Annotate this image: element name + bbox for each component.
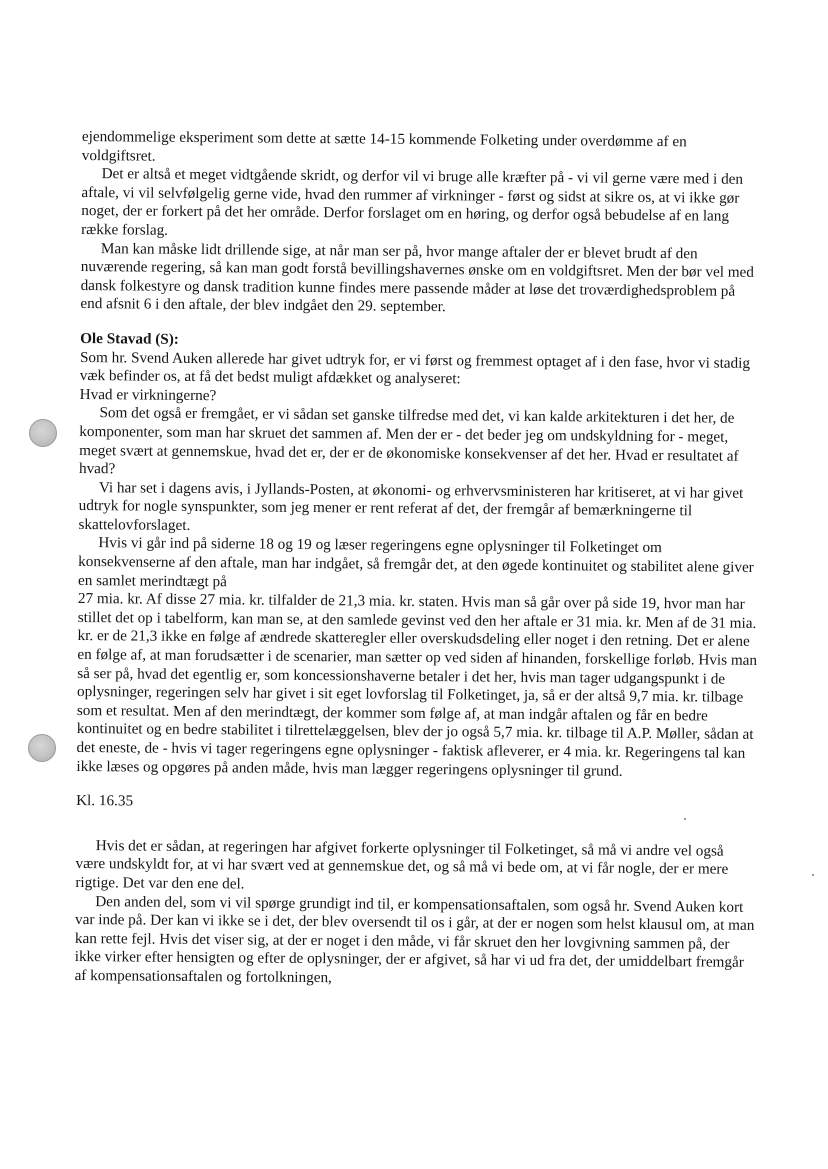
paragraph: Det er altså et meget vidtgående skridt, og derfor vil vi bruge alle kræfter på - vi vil gerne være med i den aftale, vi vil selvfølgelig gerne vide, hvad den rummer af virkninger - først og sidst at sikre os, at vi ikke gør noget, der er forkert på det her område. Derfor forslaget om en høring, og derfor også bebudelse af en lang række forslag. <box>81 165 744 239</box>
punch-hole-top <box>29 419 57 447</box>
scan-speck <box>812 874 814 876</box>
paragraph: Hvis vi går ind på siderne 18 og 19 og læser regeringens egne oplysninger til Folketinget om konsekvenserne af den aftale, man har indgået, så fremgår det, at den øgede kontinuitet og stabilitet alene giver en samlet merindtægt på <box>77 534 754 590</box>
paragraph: Hvis det er sådan, at regeringen har afgivet forkerte oplysninger til Folketinget, så må vi andre vel også være undskyldt for, at vi har svært ved at gennemskue det, og så må vi bede om, at vi får nogle, der er mere rigtige. Det var den ene del. <box>75 836 729 893</box>
paragraph: Man kan måske lidt drillende sige, at når man ser på, hvor mange aftaler der er blevet brudt af den nuværende regering, så kan man godt forstå bevillingshavernes ønske om en voldgiftsret. Men der bør vel med dansk folkestyre og dansk tradition kunne findes mere passende måder at løse det troværdighedsproblem på end afsnit 6 i den aftale, der blev indgået den 29. september. <box>80 239 754 316</box>
paragraph-question: Hvad er virkningerne? <box>79 385 217 404</box>
paragraph: Som hr. Svend Auken allerede har givet udtryk for, er vi først og fremmest optaget af i den fase, hvor vi stadig væk befinder os, at få det bedst muligt afdækket og analyseret: <box>79 348 751 388</box>
paragraph: 27 mia. kr. Af disse 27 mia. kr. tilfalder de 21,3 mia. kr. staten. Hvis man så går over på side 19, hvor man har stillet det op i tabelform, kan man se, at den samlede gevinst ved den her aftale er 31 mia. kr. Men af de 31 mia. kr. er de 21,3 ikke en følge af ændrede skatteregler eller overskudsdeling eller noget i den retning. Det er alene en følge af, at man forudsætter i de scenarier, man sætter op ved siden af hinanden, forskellige forløb. Hvis man så ser på, hvad det egentlig er, som koncessionshaverne betaler i det her, hvis man tager udgangspunkt i de oplysninger, regeringen selv har givet i sit eget lovforslag til Folketinget, ja, så er der altså 9,7 mia. kr. tilbage som et resultat. Men af den merindtægt, der kommer som følge af, at man indgår aftalen og får en bedre kontinuitet og en bedre stabilitet i tilrettelæggelsen, blev der jo også 5,7 mia. kr. tilbage til A.P. Møller, sådan at det eneste, de - hvis vi tager regeringens egne oplysninger - faktisk afleverer, er 4 mia. kr. Regeringens tal kan ikke læses og opgøres på anden måde, hvis man lægger regeringens oplysninger til grund. <box>76 590 758 780</box>
paragraph: Vi har set i dagens avis, i Jyllands-Posten, at økonomi- og erhvervsministeren har kritiseret, at vi har givet udtryk for nogle synspunkter, som jeg mener er rent referat af det, der fremgår af bemærkningerne til skattelovforslaget. <box>78 478 744 534</box>
paragraph: Som det også er fremgået, er vi sådan set ganske tilfredse med det, vi kan kalde arkitekturen i det her, de komponenter, som man har skruet det sammen af. Men der er - det beder jeg om undskyldning for - meget, meget svært at gennemskue, hvad det er, der er de økonomiske konsekvenser af det her. Hvad er resultatet af hvad? <box>78 404 739 478</box>
document-body <box>75 128 762 991</box>
timestamp: Kl. 16.35 <box>76 792 134 810</box>
punch-hole-bottom <box>28 734 56 762</box>
speaker-heading: Ole Stavad (S): <box>80 329 179 348</box>
paragraph-continuation: ejendommelige eksperiment som dette at sætte 14-15 kommende Folketing under overdømme af en voldgiftsret. <box>81 128 687 165</box>
paragraph: Den anden del, som vi vil spørge grundigt ind til, er kompensationsaftalen, som også hr. Svend Auken kort var inde på. Der kan vi ikke se i det, der blev oversendt til os i går, at der er nogen som helst klausul om, at man kan rette fejl. Hvis det viser sig, at der er noget i den måde, vi får skruet den her lovgivning sammen på, der ikke virker efter hensigten og efter de oplysninger, der er afgivet, så har vi ud fra det, der umiddelbart fremgår af kompensationsaftalen og fortolkningen, <box>74 892 755 987</box>
